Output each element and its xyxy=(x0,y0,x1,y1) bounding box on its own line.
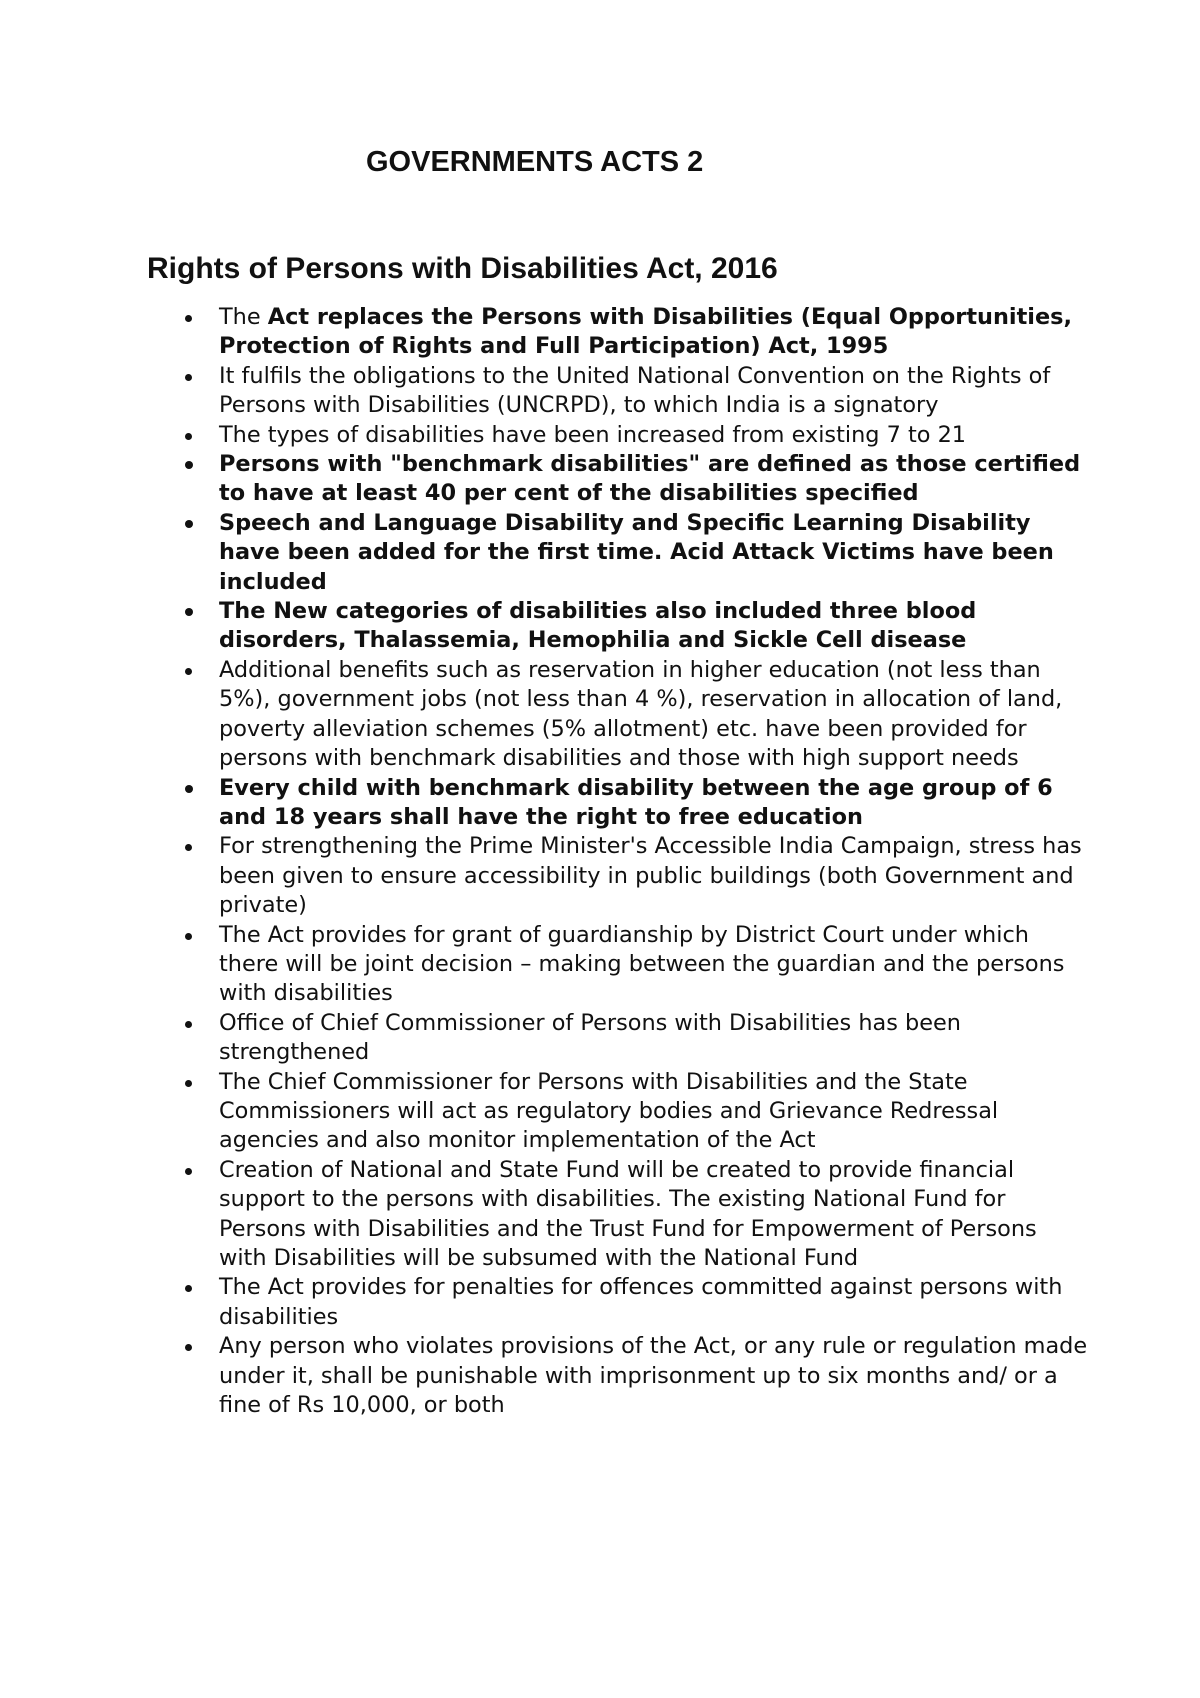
list-item xyxy=(219,421,1089,450)
list-item-text: Creation of National and State Fund will be created to provide financial support to the persons with disabilities. The existing National Fund for Persons with Disabilities and the Trust Fund for Empowerment of Persons with Disabilities will be subsumed with the National Fund xyxy=(219,1156,1037,1271)
list-item-text: Persons with "benchmark disabilities" are defined as those certified to have at least 40 per cent of the disabilities specified xyxy=(219,451,1081,507)
list-item xyxy=(219,1156,1089,1274)
bullet-list xyxy=(219,303,1089,1420)
list-item-text: The Act provides for penalties for offences committed against persons with disabilities xyxy=(219,1274,1063,1330)
list-item xyxy=(219,832,1089,920)
list-item-text: Additional benefits such as reservation in higher education (not less than 5%), government jobs (not less than 4 %), reservation in allocation of land, poverty alleviation schemes (5% allotment) etc. have been provided for persons with benchmark disabilities and those with high support needs xyxy=(219,656,1063,772)
list-item-text: Office of Chief Commissioner of Persons with Disabilities has been strengthened xyxy=(219,1009,961,1066)
list-item-text: The Act provides for grant of guardianship by District Court under which there will be joint decision – making between the guardian and the persons with disabilities xyxy=(219,921,1065,1007)
list-item xyxy=(219,1068,1089,1156)
list-item xyxy=(219,1273,1089,1332)
list-item xyxy=(219,656,1089,774)
bullet-icon xyxy=(185,520,193,528)
list-item-text: Speech and Language Disability and Specific Learning Disability have been added for the first time. Acid Attack Victims have been included xyxy=(219,509,1054,595)
bullet-icon xyxy=(185,608,193,616)
section-heading: Rights of Persons with Disabilities Act, 2016 xyxy=(147,252,778,285)
list-item-text: The Chief Commissioner for Persons with Disabilities and the State Commissioners will act as regulatory bodies and Grievance Redressal agencies and also monitor implementation of the Act xyxy=(219,1068,999,1154)
list-item-text: Any person who violates provisions of the Act, or any rule or regulation made under it, shall be punishable with imprisonment up to six months and/ or a fine of Rs 10,000, or both xyxy=(219,1333,1088,1419)
list-item-text: The types of disabilities have been increased from existing 7 to 21 xyxy=(219,421,967,448)
list-item xyxy=(219,1009,1089,1068)
bullet-icon xyxy=(185,315,192,322)
list-item xyxy=(219,509,1089,597)
list-item xyxy=(219,303,1089,362)
bullet-icon xyxy=(185,844,192,851)
bullet-icon xyxy=(185,1344,192,1351)
bullet-icon xyxy=(185,1021,192,1028)
bullet-icon xyxy=(185,933,192,940)
list-item xyxy=(219,774,1089,833)
bullet-icon xyxy=(185,1168,192,1175)
list-item xyxy=(219,597,1089,656)
bullet-icon xyxy=(185,785,193,793)
list-item-text: The New categories of disabilities also included three blood disorders, Thalassemia, Hemophilia and Sickle Cell disease xyxy=(219,598,977,654)
bullet-icon xyxy=(185,374,192,381)
list-item xyxy=(219,921,1089,1009)
bullet-icon xyxy=(185,668,192,675)
list-item-prefix: The xyxy=(219,304,268,330)
list-item xyxy=(219,1332,1089,1420)
bullet-icon xyxy=(185,1285,192,1292)
bullet-icon xyxy=(185,1080,192,1087)
list-item-text: It fulfils the obligations to the United National Convention on the Rights of Persons with Disabilities (UNCRPD), to which India is a signatory xyxy=(219,362,1051,419)
bullet-icon xyxy=(185,461,193,469)
list-item-text: For strengthening the Prime Minister's Accessible India Campaign, stress has been given to ensure accessibility in public buildings (both Government and private) xyxy=(219,833,1082,919)
list-item xyxy=(219,362,1089,421)
bullet-icon xyxy=(185,433,192,440)
list-item xyxy=(219,450,1089,509)
list-item-text: Act replaces the Persons with Disabilities (Equal Opportunities, Protection of Rights and Full Participation) Act, 1995 xyxy=(219,304,1073,360)
page-title: GOVERNMENTS ACTS 2 xyxy=(366,146,704,178)
list-item-text: Every child with benchmark disability between the age group of 6 and 18 years shall have the right to free education xyxy=(219,774,1053,830)
